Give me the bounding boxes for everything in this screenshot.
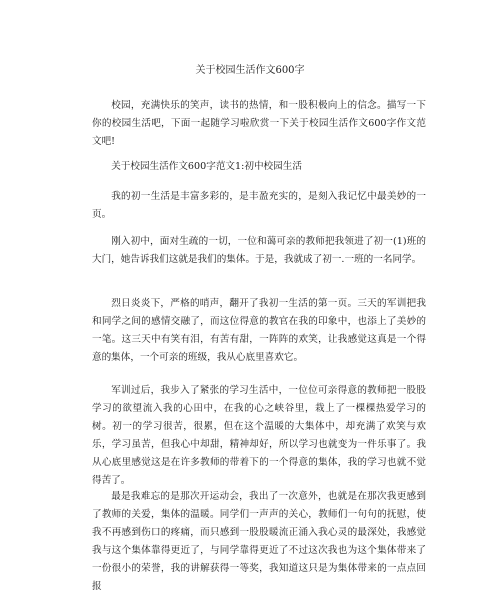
body-paragraph-1: 我的初一生活是丰富多彩的，是丰盈充实的，是刻入我记忆中最美妙的一页。: [92, 191, 426, 220]
intro-paragraph: 校园，充满快乐的笑声，读书的热情，和一股积极向上的信念。描写一下你的校园生活吧，下面一起随学习啦欣赏一下关于校园生活作文600字作文范文吧!: [92, 100, 426, 147]
body-paragraph-4: 军训过后，我步入了紧张的学习生活中，一位位可亲得意的教师把一股股学习的欲望流入我的心田中，在我的心之峡谷里，栽上了一棵棵热爱学习的树。初一的学习很苦，很累，但在这个温暖的大集体中，却充满了欢笑与欢乐，学习虽苦，但我心中却甜，精神却好，所以学习也就变为一件乐事了。我从心底里感觉这是在许多教师的带着下的一个得意的集体，我的学习也就不觉得苦了。: [92, 385, 426, 486]
document-title: 关于校园生活作文600字: [195, 65, 305, 76]
body-paragraph-5: 最是我难忘的是那次开运动会，我出了一次意外，也就是在那次我更感到了教师的关爱，集体的温暖。同学们一声声的关心，教师们一句句的抚慰，使我不再感到伤口的疼痛，而只感到一股股暖流正涌入我心灵的最深处，我感觉我与这个集体靠得更近了，与同学靠得更近了不过这次我也为这个集体带来了一份很小的荣誉，我的讲解获得一等奖，我知道这只是为集体带来的一点点回报: [92, 491, 426, 592]
body-paragraph-2: 刚入初中，面对生疏的一切，一位和蔼可亲的教师把我领进了初一(1)班的大门，她告诉我们这就是我们的集体。于是，我就成了初一.一班的一名同学。: [92, 236, 426, 265]
body-paragraph-3: 烈日炎炎下，严格的哨声，翻开了我初一生活的第一页。三天的军训把我和同学之间的感情交融了，而这位得意的教官在我的印象中，也添上了美妙的一笔。这三天中有笑有泪，有苦有甜，一阵阵的欢笑，让我感觉这真是一个得意的集体，一个可亲的班级，我从心底里喜欢它。: [92, 298, 426, 363]
section-heading: 关于校园生活作文600字范文1:初中校园生活: [111, 161, 302, 172]
